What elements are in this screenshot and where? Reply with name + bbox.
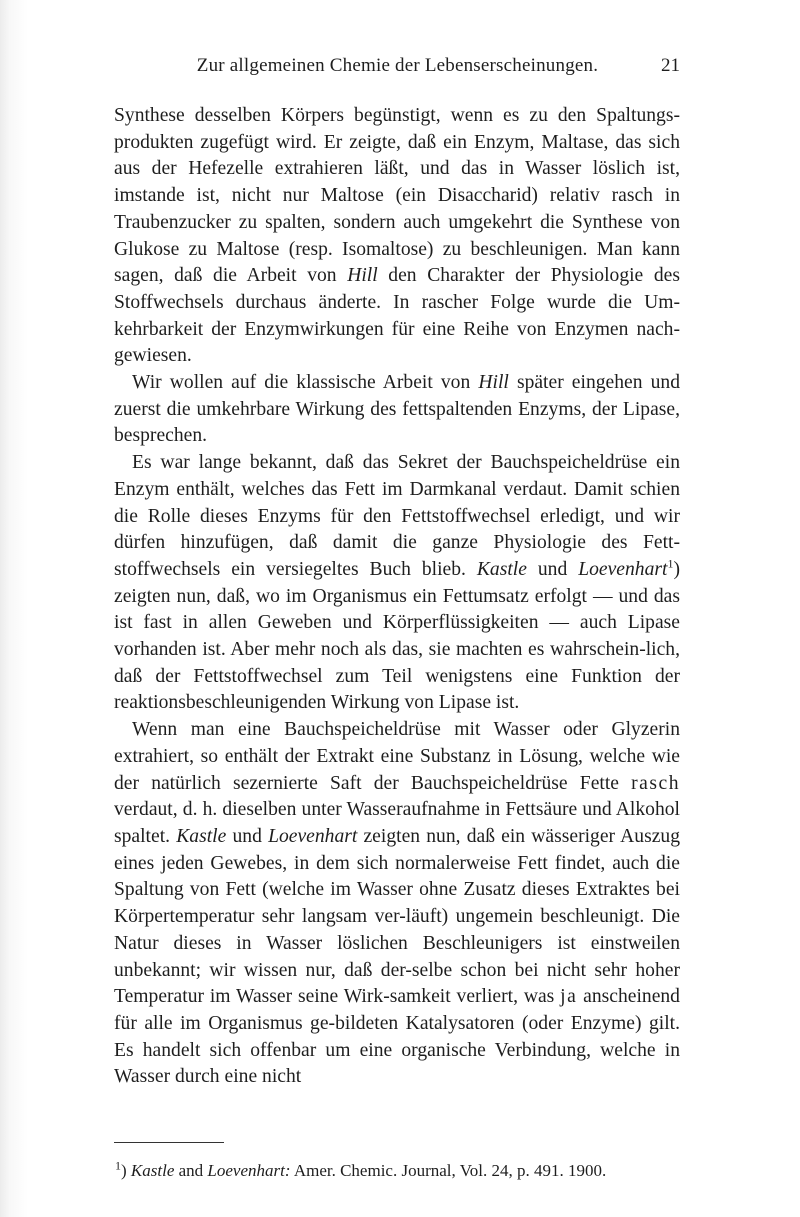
text-run: verdaut, d. h. dieselben unter Wasseraufnahme in Fettsäure und Alkohol spaltet. xyxy=(114,799,680,847)
footnote-author: Kastle xyxy=(130,1161,175,1180)
body-text xyxy=(114,103,680,1091)
text-run: anscheinend für alle im Organismus ge-bildeten Katalysatoren (oder Enzyme) gilt. Es handelt sich offenbar um eine organische Verbindung, welche in Wasser durch eine nicht xyxy=(114,986,680,1088)
text-run: Wenn man eine Bauchspeicheldrüse mit Wasser oder Glyzerin extrahiert, so enthält der Extrakt eine Substanz in Lösung, welche wie der natürlich sezernierte Saft der Bauchspeicheldrüse Fette xyxy=(114,719,680,794)
author-name: Loevenhart xyxy=(268,825,358,847)
author-name: Loevenhart xyxy=(578,558,668,580)
running-head xyxy=(115,55,680,85)
text-run: and xyxy=(174,1161,208,1180)
paragraph-1 xyxy=(114,103,680,370)
text-run: ) zeigten nun, daß, wo im Organismus ein Fettumsatz erfolgt — und das ist fast in allen Geweben und Körperflüssigkeiten — auch Lipase vorhanden ist. Aber mehr noch als das, sie machten es wahrschein-lich, daß der Fettstoffwechsel zum Teil wenigstens eine Funktion der reaktionsbeschleunigenden Wirkung von Lipase ist. xyxy=(114,558,680,714)
footnote-marker: 1 xyxy=(115,1158,121,1173)
author-name: Kastle xyxy=(476,558,527,580)
text-run: zeigten nun, daß ein wässeriger Auszug eines jeden Gewebes, in dem sich normalerweise Fett findet, auch die Spaltung von Fett (welche im Wasser ohne Zusatz dieses Extraktes bei Körpertemperatur sehr langsam ver-läuft) ungemein beschleunigt. Die Natur dieses in Wasser löslichen Beschleunigers ist einstweilen unbekannt; wir wissen nur, daß der-selbe schon bei nicht sehr hoher Temperatur im Wasser seine Wirk-samkeit verliert, was xyxy=(114,825,681,1008)
footnote-divider xyxy=(114,1142,224,1143)
author-name: Hill xyxy=(478,372,509,394)
emphasis: ja xyxy=(560,986,578,1008)
text-run: und xyxy=(226,825,269,847)
text-run: Wir wollen auf die klassische Arbeit von xyxy=(132,372,479,394)
text-run: Es war lange bekannt, daß das Sekret der Bauchspeicheldrüse ein Enzym enthält, welches das Fett im Darmkanal verdaut. Damit schien die Rolle dieses Enzyms für den Fettstoffwechsel erledigt, und wir dürfen hinzufügen, daß damit die ganze Physiologie des Fett-stoffwechsels ein versiegeltes Buch blieb. xyxy=(114,452,680,580)
text-run: den Charakter der Physiologie des Stoffwechsels durchaus änderte. In rascher Folge wurde die Um-kehrbarkeit der Enzymwirkungen für eine Reihe von Enzymen nach-gewiesen. xyxy=(114,265,680,367)
paragraph-2 xyxy=(114,370,680,450)
footnote-author: Loevenhart: xyxy=(207,1161,291,1180)
text-run: Synthese desselben Körpers begünstigt, wenn es zu den Spaltungs-produkten zugefügt wird. Er zeigte, daß ein Enzym, Maltase, das sich aus der Hefezelle extrahieren läßt, und das in Wasser löslich ist, imstande ist, nicht nur Maltose (ein Disaccharid) relativ rasch in Traubenzucker zu spalten, sondern auch umgekehrt die Synthese von Glukose zu Maltose (resp. Isomaltose) zu beschleunigen. Man kann sagen, daß die Arbeit von xyxy=(114,105,680,287)
author-name: Hill xyxy=(347,265,378,287)
footnote: $^1$) Kastle and Loevenhart: Amer. Chemic. Journal, Vol. 24, p. 491. 1900. xyxy=(115,1158,607,1180)
paragraph-3 xyxy=(114,450,680,717)
paragraph-4 xyxy=(114,717,680,1091)
text-run: später eingehen und zuerst die umkehrbare Wirkung des fettspaltenden Enzyms, der Lipase, besprechen. xyxy=(114,372,681,447)
footnote-reference: 1 xyxy=(667,556,674,571)
text-run: und xyxy=(526,558,579,580)
author-name: Kastle xyxy=(176,825,227,847)
running-title: Zur allgemeinen Chemie der Lebenserscheinungen. xyxy=(196,55,599,76)
emphasis: rasch xyxy=(631,772,680,794)
footnote-citation: Amer. Chemic. Journal, Vol. 24, p. 491. 1900. xyxy=(290,1161,607,1180)
page-number: 21 xyxy=(661,55,680,76)
